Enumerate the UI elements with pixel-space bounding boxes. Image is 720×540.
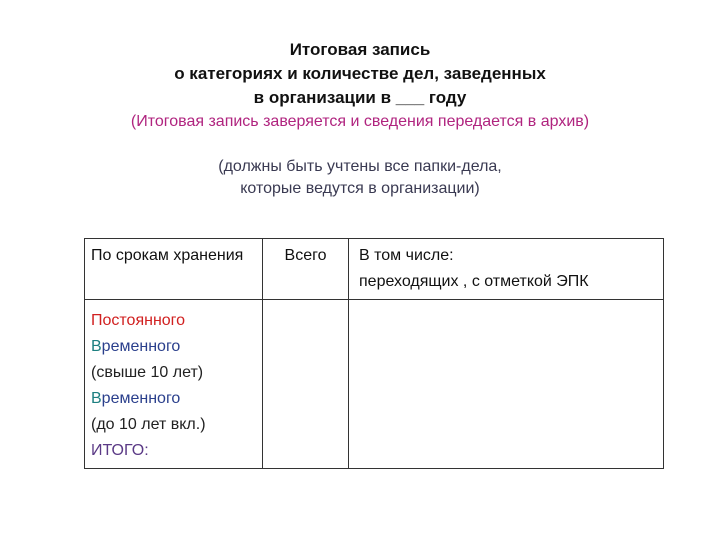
table-row bbox=[85, 300, 664, 469]
category-temporary-long: Временного bbox=[91, 338, 181, 355]
category-up-to-10-years: (до 10 лет вкл.) bbox=[91, 416, 206, 433]
header-total: Всего bbox=[263, 239, 349, 300]
header-storage-period: По срокам хранения bbox=[85, 239, 263, 300]
header-including-line-1: В том числе: bbox=[359, 247, 454, 264]
archive-note: (Итоговая запись заверяется и сведения передается в архив) bbox=[130, 113, 590, 130]
title-line-2: о категориях и количестве дел, заведенных bbox=[174, 64, 546, 83]
folders-note-line-1: (должны быть учтены все папки-дела, bbox=[218, 158, 502, 175]
category-over-10-years: (свыше 10 лет) bbox=[91, 364, 204, 381]
including-value-cell[interactable] bbox=[349, 300, 664, 469]
folders-note bbox=[0, 156, 720, 200]
table-header-row bbox=[85, 239, 664, 300]
category-permanent: Постоянного bbox=[91, 312, 186, 329]
category-total: ИТОГО: bbox=[91, 442, 149, 459]
category-cell bbox=[85, 300, 263, 469]
category-temporary-short: Временного bbox=[91, 390, 181, 407]
title-line-3: в организации в ___ году bbox=[253, 88, 467, 107]
folders-note-line-2: которые ведутся в организации) bbox=[240, 180, 480, 197]
title-line-1: Итоговая запись bbox=[289, 40, 431, 59]
header-including-line-2: переходящих , с отметкой ЭПК bbox=[359, 273, 589, 290]
total-value-cell[interactable] bbox=[263, 300, 349, 469]
summary-table bbox=[84, 238, 664, 469]
header-including bbox=[349, 239, 664, 300]
document-title bbox=[0, 38, 720, 133]
